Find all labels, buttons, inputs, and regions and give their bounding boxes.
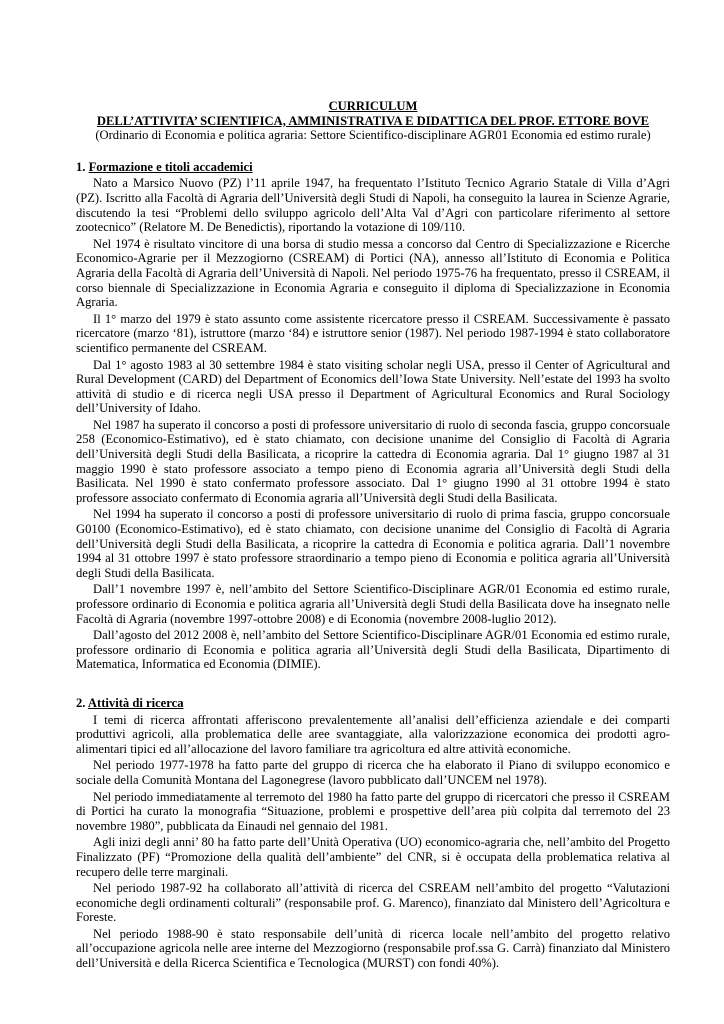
paragraph: Il 1° marzo del 1979 è stato assunto come assistente ricercatore presso il CSREAM. Successivamente è passato ricercatore (marzo ‘81), istruttore (marzo ‘84) e istruttore senior (1987). Nel periodo 1987-1994 è stato collaboratore scientifico permanente del CSREAM. (76, 311, 670, 355)
paragraph: Dall’1 novembre 1997 è, nell’ambito del Settore Scientifico-Disciplinare AGR/01 Economia ed estimo rurale, professore ordinario di Economia e politica agraria all’Università degli Studi della Basilicata dove ha insegnato nelle Facoltà di Agraria (novembre 1997-ottobre 2008) e di Economia (novembre 2008-luglio 2012). (76, 582, 670, 626)
paragraph: Nel periodo immediatamente al terremoto del 1980 ha fatto parte del gruppo di ricercatori che presso il CSREAM di Portici ha curato la monografia “Situazione, problemi e prospettive dell’area più colpita dal terremoto del 23 novembre 1980”, pubblicata da Einaudi nel gennaio del 1981. (76, 789, 670, 833)
section-heading (76, 160, 670, 175)
paragraph: Agli inizi degli anni’ 80 ha fatto parte dell’Unità Operativa (UO) economico-agraria che, nell’ambito del Progetto Finalizzato (PF) “Promozione della qualità dell’ambiente” del CNR, si è occupata della problematica relativa al recupero delle terre marginali. (76, 835, 670, 879)
paragraph: Nel 1994 ha superato il concorso a posti di professore universitario di ruolo di prima fascia, gruppo concorsuale G0100 (Economico-Estimativo), ed è stato chiamato, con decisione unanime del Consiglio di Facoltà di Agraria dell’Università degli Studi della Basilicata, a ricoprire la cattedra di Economia e politica agraria. Dall’1 novembre 1994 al 31 ottobre 1997 è stato professore straordinario a tempo pieno di Economia e politica agraria all’Università degli Studi della Basilicata. (76, 507, 670, 580)
paragraph: Nel 1987 ha superato il concorso a posti di professore universitario di ruolo di seconda fascia, gruppo concorsuale 258 (Economico-Estimativo), ed è stato chiamato, con decisione unanime del Consiglio di Facoltà di Agraria dell’Università degli Studi della Basilicata, a ricoprire la cattedra di Economia agraria. Dal 1° giugno 1987 al 31 maggio 1990 è stato professore associato a tempo pieno di Economia agraria all’Università degli Studi della Basilicata. Nel 1990 è stato confermato professore associato. Dal 1° giugno 1990 al 31 ottobre 1994 è stato professore associato confermato di Economia agraria all’Università degli Studi della Basilicata. (76, 417, 670, 505)
paragraph: Dall’agosto del 2012 2008 è, nell’ambito del Settore Scientifico-Disciplinare AGR/01 Economia ed estimo rurale, professore ordinario di Economia e politica agraria all’Università degli Studi della Basilicata, Dipartimento di Matematica, Informatica ed Economia (DIMIE). (76, 628, 670, 672)
section-ricerca (76, 696, 670, 971)
paragraph: I temi di ricerca affrontati afferiscono prevalentemente all’analisi dell’efficienza aziendale e dei comparti produttivi agricoli, alla problematica delle aree svantaggiate, alla valorizzazione economica dei prodotti agro-alimentari tipici ed all’allocazione del lavoro familiare tra agricoltura ed altre attività economiche. (76, 712, 670, 756)
paragraph: Dal 1° agosto 1983 al 30 settembre 1984 è stato visiting scholar negli USA, presso il Center of Agricultural and Rural Development (CARD) del Department of Economics dell’Iowa State University. Nell’estate del 1993 ha svolto attività di studio e di ricerca negli USA presso il Department of Agricultural Economics and Rural Sociology dell’University of Idaho. (76, 357, 670, 416)
document-header (76, 99, 670, 143)
section-title: Attività di ricerca (87, 695, 184, 710)
section-title: Formazione e titoli accademici (88, 159, 253, 174)
paragraph: Nel periodo 1988-90 è stato responsabile dell’unità di ricerca locale nell’ambito del progetto relativo all’occupazione agricola nelle aree interne del Mezzogiorno (responsabile prof.ssa G. Carrà) finanziato dal Ministero dell’Università e della Ricerca Scientifica e Tecnologica (MURST) con fondi 40%). (76, 926, 670, 971)
document-title: CURRICULUM (328, 99, 418, 113)
paragraph: Nato a Marsico Nuovo (PZ) l’11 aprile 1947, ha frequentato l’Istituto Tecnico Agrario Statale di Villa d’Agri (PZ). Iscritto alla Facoltà di Agraria dell’Università degli Studi di Napoli, ha conseguito la laurea in Scienze Agrarie, discutendo la tesi “Problemi dello sviluppo agricolo dell’Alta Val d’Agri con particolare riferimento al settore zootecnico” (Relatore M. De Benedictis), riportando la votazione di 109/110. (76, 176, 670, 235)
paragraph: Nel 1974 è risultato vincitore di una borsa di studio messa a concorso dal Centro di Specializzazione e Ricerche Economico-Agrarie per il Mezzogiorno (CSREAM) di Portici (NA), annesso all’Istituto di Economia e Politica Agraria della Facoltà di Agraria dell’Università di Napoli. Nel periodo 1975-76 ha frequentato, presso il CSREAM, il corso biennale di Specializzazione in Economia Agraria e conseguito il diploma di Specializzazione in Economia Agraria. (76, 236, 670, 310)
paragraph: Nel periodo 1977-1978 ha fatto parte del gruppo di ricerca che ha elaborato il Piano di sviluppo economico e sociale della Comunità Montana del Lagonegrese (lavoro pubblicato dall’UNCEM nel 1978). (76, 758, 670, 787)
document-title-line2: DELL’ATTIVITA’ SCIENTIFICA, AMMINISTRATIVA E DIDATTICA DEL PROF. ETTORE BOVE (96, 113, 650, 128)
paragraph: Nel periodo 1987-92 ha collaborato all’attività di ricerca del CSREAM nell’ambito del progetto “Valutazioni economiche degli ordinamenti colturali” (responsabile prof. G. Marenco), finanziato dal Ministero dell’Agricoltura e Foreste. (76, 881, 670, 925)
section-heading (76, 696, 670, 711)
section-formazione (76, 160, 670, 672)
document-subtitle: (Ordinario di Economia e politica agraria: Settore Scientifico-disciplinare AGR01 Economia ed estimo rurale) (95, 128, 651, 143)
section-number: 1. (76, 159, 86, 174)
section-number: 2. (76, 695, 86, 710)
document-page (76, 99, 670, 973)
